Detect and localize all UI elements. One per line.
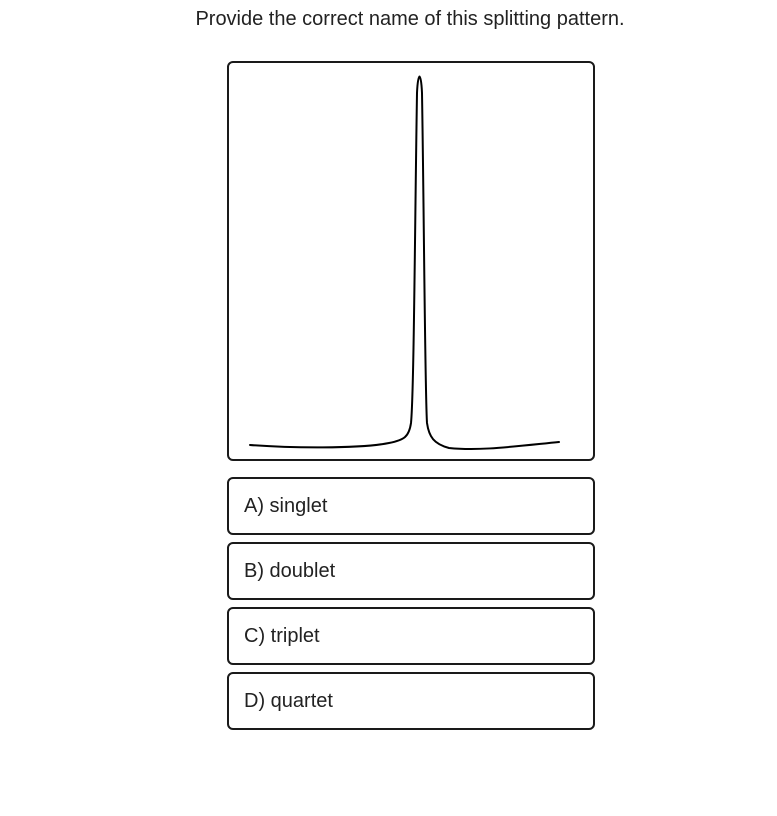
- singlet-peak-graphic: [229, 63, 593, 459]
- option-a-button[interactable]: [227, 477, 595, 535]
- option-b-button[interactable]: [227, 542, 595, 600]
- option-a-label: A) singlet: [244, 495, 328, 517]
- spectrum-line: [250, 77, 559, 450]
- option-d-label: D) quartet: [244, 690, 333, 712]
- spectrum-image: [227, 61, 595, 461]
- option-b-label: B) doublet: [244, 560, 336, 582]
- question-text: Provide the correct name of this splitting pattern.: [195, 8, 625, 30]
- option-c-label: C) triplet: [244, 625, 320, 647]
- option-d-button[interactable]: [227, 672, 595, 730]
- option-c-button[interactable]: [227, 607, 595, 665]
